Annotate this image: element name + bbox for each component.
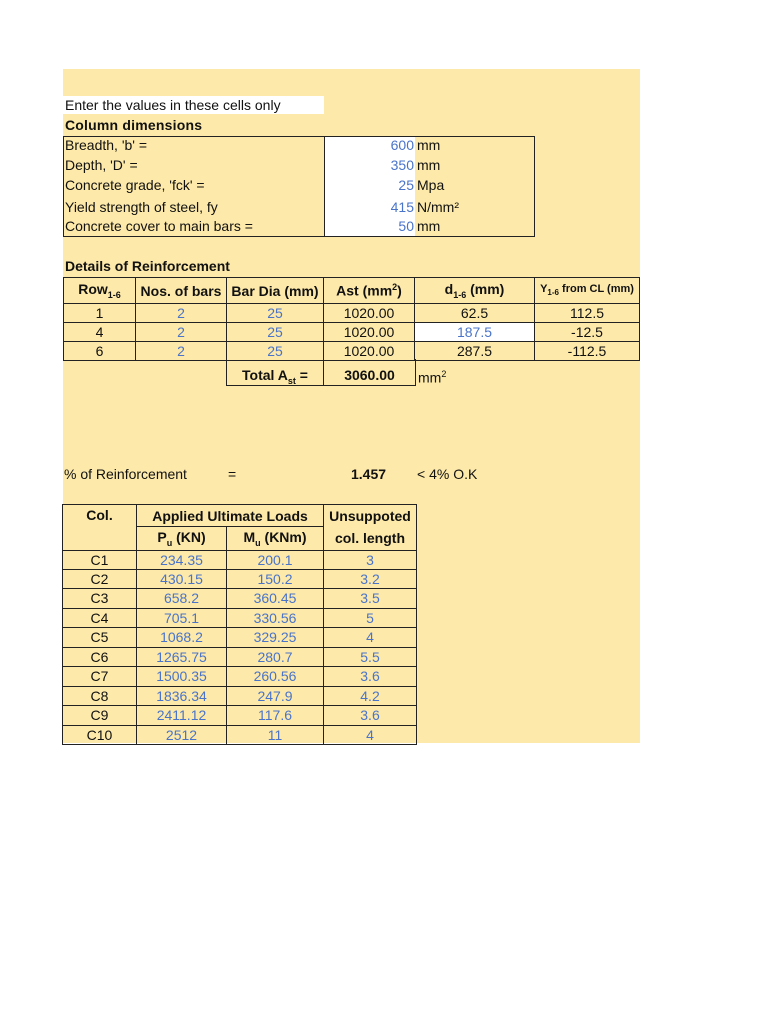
length-cell[interactable]: 3.2 [324,569,417,589]
table-row [63,647,417,667]
col-id: C7 [63,667,137,687]
d-cell: 62.5 [415,304,535,323]
bar-dia-header: Bar Dia (mm) [227,278,324,304]
pu-cell[interactable]: 2512 [137,725,227,745]
ast-cell: 1020.00 [324,304,415,323]
mu-cell[interactable]: 11 [227,725,324,745]
total-ast-value: 3060.00 [323,359,416,386]
pu-cell[interactable]: 705.1 [137,608,227,628]
length-cell[interactable]: 5.5 [324,647,417,667]
nos-bars-cell[interactable]: 2 [136,304,227,323]
unsupported-length-header: Unsuppoted [324,505,417,527]
mu-cell[interactable]: 247.9 [227,686,324,706]
nos-bars-cell[interactable]: 2 [136,323,227,342]
d-header: $d_{1-6}$ (mm) [415,278,535,304]
depth-unit: mm [417,157,441,173]
cover-label: Concrete cover to main bars = [65,218,253,234]
breadth-label: Breadth, 'b' = [65,137,148,153]
bar-dia-cell[interactable]: 25 [227,304,324,323]
col-id: C4 [63,608,137,628]
mu-cell[interactable]: 150.2 [227,569,324,589]
reinforcement-header-row [64,278,640,304]
percent-reinforcement-equals: = [228,466,237,482]
cover-unit: mm [417,218,441,234]
mu-cell[interactable]: 280.7 [227,647,324,667]
length-cell[interactable]: 3.6 [324,667,417,687]
col-id: C9 [63,706,137,726]
mu-cell[interactable]: 329.25 [227,628,324,648]
col-id: C8 [63,686,137,706]
d-cell[interactable]: 187.5 [415,323,535,342]
concrete-grade-unit: Mpa [417,177,445,193]
breadth-value[interactable]: 600 [390,137,414,153]
table-row [64,323,640,342]
col-header: Col. [63,505,137,551]
mu-header: $M_u$ (KNm) [227,527,324,551]
row-number: 4 [64,323,136,342]
ast-header: Ast $(mm^2)$ [324,278,415,304]
total-ast-label: Total $A_{st}$ = [226,359,324,386]
table-row [63,551,417,570]
y-header: $Y_{1-6}$ from CL (mm) [535,278,640,304]
nos-bars-header: Nos. of bars [136,278,227,304]
table-row [63,667,417,687]
pu-header: $P_u$ (KN) [137,527,227,551]
ast-cell: 1020.00 [324,323,415,342]
y-cell: 112.5 [535,304,640,323]
percent-reinforcement-value: 1.457 [351,466,387,482]
col-id: C1 [63,551,137,570]
d-cell: 287.5 [415,342,535,361]
table-row [63,686,417,706]
nos-bars-cell[interactable]: 2 [136,342,227,361]
mu-cell[interactable]: 200.1 [227,551,324,570]
bar-dia-cell[interactable]: 25 [227,323,324,342]
table-row [63,725,417,745]
pu-cell[interactable]: 1500.35 [137,667,227,687]
length-cell[interactable]: 4.2 [324,686,417,706]
pu-cell[interactable]: 234.35 [137,551,227,570]
table-row [64,342,640,361]
pu-cell[interactable]: 430.15 [137,569,227,589]
column-dimensions-heading: Column dimensions [65,117,203,133]
col-id: C2 [63,569,137,589]
length-cell[interactable]: 3.5 [324,589,417,609]
pu-cell[interactable]: 2411.12 [137,706,227,726]
mu-cell[interactable]: 360.45 [227,589,324,609]
cover-value[interactable]: 50 [398,218,414,234]
pu-cell[interactable]: 1068.2 [137,628,227,648]
mu-cell[interactable]: 330.56 [227,608,324,628]
total-ast-unit: $mm^2$ [418,369,447,386]
pu-cell[interactable]: 1265.75 [137,647,227,667]
yield-strength-unit: N/mm² [417,199,459,215]
yield-strength-label: Yield strength of steel, fy [65,199,218,215]
applied-loads-header: Applied Ultimate Loads [137,505,324,527]
yield-strength-value[interactable]: 415 [390,199,414,215]
concrete-grade-value[interactable]: 25 [398,177,414,193]
reinforcement-table [63,277,640,361]
table-row [64,304,640,323]
percent-reinforcement-check: < 4% O.K [417,466,478,482]
row-number: 1 [64,304,136,323]
pu-cell[interactable]: 658.2 [137,589,227,609]
length-cell[interactable]: 4 [324,725,417,745]
loads-header-row-1 [63,505,417,527]
pu-cell[interactable]: 1836.34 [137,686,227,706]
table-row [63,608,417,628]
ast-cell: 1020.00 [324,342,415,361]
mu-cell[interactable]: 260.56 [227,667,324,687]
breadth-unit: mm [417,137,441,153]
table-row [63,569,417,589]
col-id: C10 [63,725,137,745]
bar-dia-cell[interactable]: 25 [227,342,324,361]
col-id: C5 [63,628,137,648]
col-id: C6 [63,647,137,667]
concrete-grade-label: Concrete grade, 'fck' = [65,177,205,193]
mu-cell[interactable]: 117.6 [227,706,324,726]
depth-value[interactable]: 350 [390,157,414,173]
length-cell[interactable]: 3 [324,551,417,570]
table-row [63,589,417,609]
reinforcement-heading: Details of Reinforcement [65,258,230,274]
col-id: C3 [63,589,137,609]
length-cell[interactable]: 5 [324,608,417,628]
intro-note: Enter the values in these cells only [65,97,281,113]
y-cell: -112.5 [535,342,640,361]
depth-label: Depth, 'D' = [65,157,138,173]
y-cell: -12.5 [535,323,640,342]
table-row [63,628,417,648]
length-cell[interactable]: 4 [324,628,417,648]
percent-reinforcement-label: % of Reinforcement [64,466,187,482]
row-header: Row$_{1-6}$ [64,278,136,304]
row-number: 6 [64,342,136,361]
col-length-header: col. length [324,527,417,551]
table-row [63,706,417,726]
loads-table [62,504,417,745]
length-cell[interactable]: 3.6 [324,706,417,726]
